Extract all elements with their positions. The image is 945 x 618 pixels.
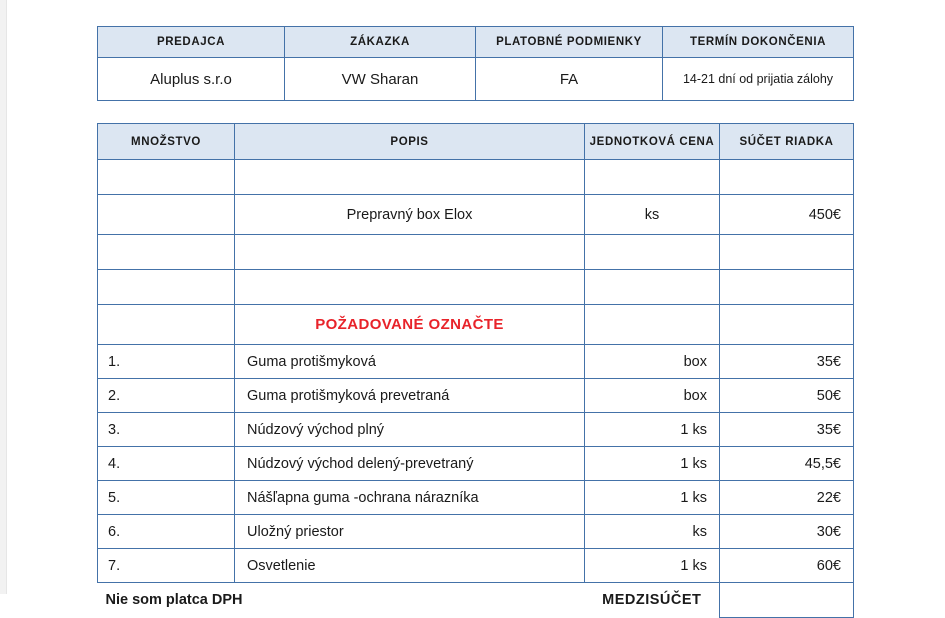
cell-desc: Prepravný box Elox: [235, 195, 585, 235]
table-row: [98, 481, 854, 515]
header-table: [97, 26, 854, 101]
cell-sum: 35€: [720, 345, 854, 379]
header-value-termin-dokoncenia: 14-21 dní od prijatia zálohy: [663, 58, 854, 101]
vat-note: Nie som platca DPH: [105, 592, 243, 609]
cell-qty: [98, 305, 235, 345]
items-col-sucet-riadka: SÚČET RIADKA: [720, 124, 854, 160]
cell-unit: 1 ks: [585, 413, 720, 447]
cell-qty: [98, 235, 235, 270]
items-col-popis: POPIS: [235, 124, 585, 160]
table-row: [98, 379, 854, 413]
items-col-jednotkova-cena: JEDNOTKOVÁ CENA: [585, 124, 720, 160]
cell-qty: 6.: [98, 515, 235, 549]
cell-desc: [235, 270, 585, 305]
header-table-value-row: [98, 58, 854, 101]
cell-unit: 1 ks: [585, 549, 720, 583]
cell-desc: [235, 160, 585, 195]
cell-unit: ks: [585, 195, 720, 235]
cell-sum: 450€: [720, 195, 854, 235]
table-row: [98, 195, 854, 235]
cell-qty: 7.: [98, 549, 235, 583]
header-value-zakazka: VW Sharan: [285, 58, 476, 101]
header-col-predajca: PREDAJCA: [98, 27, 285, 58]
cell-desc-required-mark: POŽADOVANÉ OZNAČTE: [235, 305, 585, 345]
cell-sum: 45,5€: [720, 447, 854, 481]
cell-unit: [585, 160, 720, 195]
table-row: [98, 549, 854, 583]
cell-sum: [720, 270, 854, 305]
items-footer-row: [98, 583, 854, 618]
header-col-platobne-podmienky: PLATOBNÉ PODMIENKY: [476, 27, 663, 58]
cell-sum: 60€: [720, 549, 854, 583]
cell-sum: 50€: [720, 379, 854, 413]
cell-desc: Osvetlenie: [235, 549, 585, 583]
table-row: [98, 235, 854, 270]
page-side-strip: [0, 0, 7, 594]
cell-qty: 5.: [98, 481, 235, 515]
cell-unit: [585, 270, 720, 305]
cell-unit: 1 ks: [585, 481, 720, 515]
header-col-termin-dokoncenia: TERMÍN DOKONČENIA: [663, 27, 854, 58]
cell-desc: [235, 235, 585, 270]
table-row: [98, 160, 854, 195]
cell-unit: box: [585, 345, 720, 379]
cell-desc: Guma protišmyková: [235, 345, 585, 379]
cell-sum: [720, 160, 854, 195]
header-value-predajca: Aluplus s.r.o: [98, 58, 285, 101]
cell-unit: [585, 305, 720, 345]
cell-sum: 30€: [720, 515, 854, 549]
cell-qty: [98, 195, 235, 235]
table-row: [98, 413, 854, 447]
header-table-header-row: [98, 27, 854, 58]
cell-desc: Nášľapna guma -ochrana nárazníka: [235, 481, 585, 515]
items-table: [97, 123, 854, 618]
cell-qty: [98, 160, 235, 195]
document-body: [97, 26, 849, 618]
items-header-row: [98, 124, 854, 160]
cell-desc: Guma protišmyková prevetraná: [235, 379, 585, 413]
table-row-highlight: [98, 305, 854, 345]
header-value-platobne-podmienky: FA: [476, 58, 663, 101]
cell-sum: 35€: [720, 413, 854, 447]
subtotal-value: [720, 583, 854, 618]
cell-desc: Núdzový východ delený-prevetraný: [235, 447, 585, 481]
cell-sum: [720, 235, 854, 270]
table-row: [98, 515, 854, 549]
cell-desc: Uložný priestor: [235, 515, 585, 549]
cell-desc: Núdzový východ plný: [235, 413, 585, 447]
header-col-zakazka: ZÁKAZKA: [285, 27, 476, 58]
cell-unit: [585, 235, 720, 270]
cell-qty: 2.: [98, 379, 235, 413]
cell-sum: [720, 305, 854, 345]
cell-qty: 4.: [98, 447, 235, 481]
cell-sum: 22€: [720, 481, 854, 515]
cell-unit: ks: [585, 515, 720, 549]
table-row: [98, 447, 854, 481]
cell-qty: 3.: [98, 413, 235, 447]
cell-unit: box: [585, 379, 720, 413]
subtotal-label: MEDZISÚČET: [602, 592, 702, 609]
table-row: [98, 270, 854, 305]
cell-unit: 1 ks: [585, 447, 720, 481]
cell-qty: 1.: [98, 345, 235, 379]
items-col-mnozstvo: MNOŽSTVO: [98, 124, 235, 160]
table-row: [98, 345, 854, 379]
table-spacer: [97, 101, 849, 123]
cell-qty: [98, 270, 235, 305]
